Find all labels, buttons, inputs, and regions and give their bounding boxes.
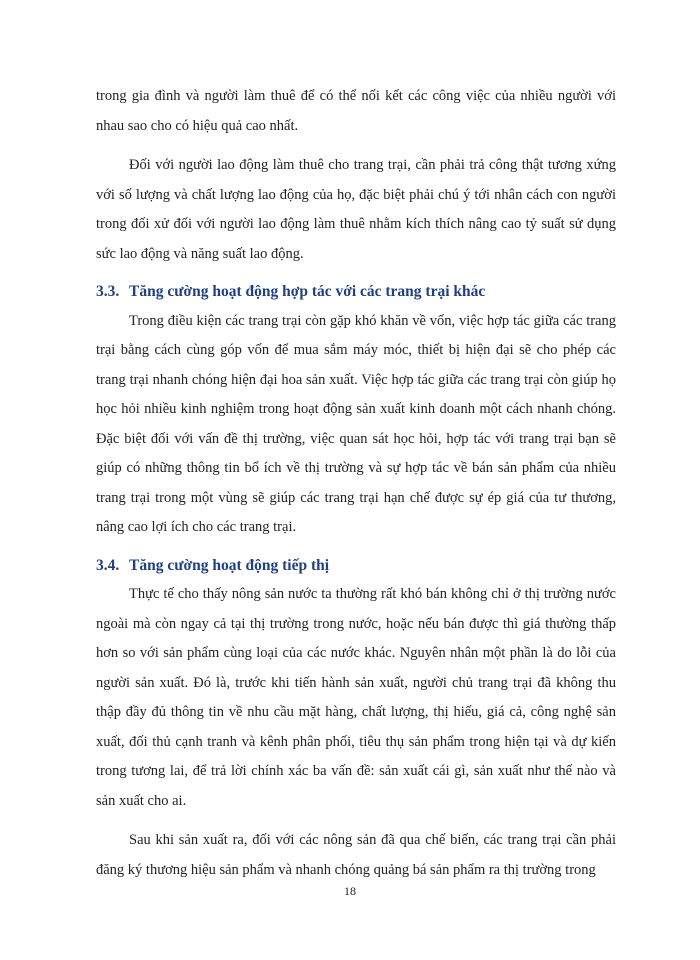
document-page <box>96 82 616 885</box>
section-heading-3-3 <box>96 277 616 307</box>
section-heading-3-4 <box>96 551 616 581</box>
paragraph-branding: Sau khi sản xuất ra, đối với các nông sản đã qua chế biến, các trang trại cần phải đăng ký thương hiệu sản phẩm và nhanh chóng quảng bá sản phẩm ra thị trường trong <box>96 832 616 878</box>
paragraph-marketing: Thực tế cho thấy nông sản nước ta thường rất khó bán không chỉ ở thị trường nước ngoài mà còn ngay cả tại thị trường trong nước, hoặc nếu bán được thì giá thường thấp hơn so với sản phẩm cùng loại của các nước khác. Nguyên nhân một phần là do lỗi của người sản xuất. Đó là, trước khi tiến hành sản xuất, người chủ trang trại đã không thu thập đầy đủ thông tin về nhu cầu mặt hàng, chất lượng, thị hiếu, giá cả, công nghệ sản xuất, đối thủ cạnh tranh và kênh phân phối, tiêu thụ sản phẩm trong hiện tại và dự kiến trong tương lai, để trả lời chính xác ba vấn đề: sản xuất cái gì, sản xuất như thế nào và sản xuất cho ai. <box>96 586 616 809</box>
section-number: 3.3. <box>96 283 120 300</box>
paragraph-continuation: trong gia đình và người làm thuê để có thể nối kết các công việc của nhiều người với nhau sao cho có hiệu quả cao nhất. <box>96 88 616 134</box>
section-number: 3.4. <box>96 556 120 574</box>
page-number: 18 <box>344 884 356 898</box>
paragraph-cooperation: Trong điều kiện các trang trại còn gặp khó khăn về vốn, việc hợp tác giữa các trang trại bằng cách cùng góp vốn để mua sắm máy móc, thiết bị hiện đại sẽ cho phép các trang trại nhanh chóng hiện đại hoa sản xuất. Việc hợp tác giữa các trang trại còn giúp họ học hỏi nhiều kinh nghiệm trong hoạt động sản xuất kinh doanh một cách nhanh chóng. Đặc biệt đối với vấn đề thị trường, việc quan sát học hỏi, hợp tác với trang trại bạn sẽ giúp có những thông tin bổ ích về thị trường và sự hợp tác về bán sản phẩm của nhiều trang trại trong một vùng sẽ giúp các trang trại hạn chế được sự ép giá của tư thương, nâng cao lợi ích cho các trang trại. <box>96 312 616 535</box>
section-title: Tăng cường hoạt động tiếp thị <box>129 556 330 574</box>
section-title: Tăng cường hoạt động hợp tác với các trang trại khác <box>129 283 486 300</box>
paragraph-hired-labor: Đối với người lao động làm thuê cho trang trại, cần phải trả công thật tương xứng với số lượng và chất lượng lao động của họ, đặc biệt phải chú ý tới nhân cách con người trong đối xử đối với người lao động làm thuê nhằm kích thích nâng cao tỷ suất sử dụng sức lao động và năng suất lao động. <box>96 157 616 262</box>
